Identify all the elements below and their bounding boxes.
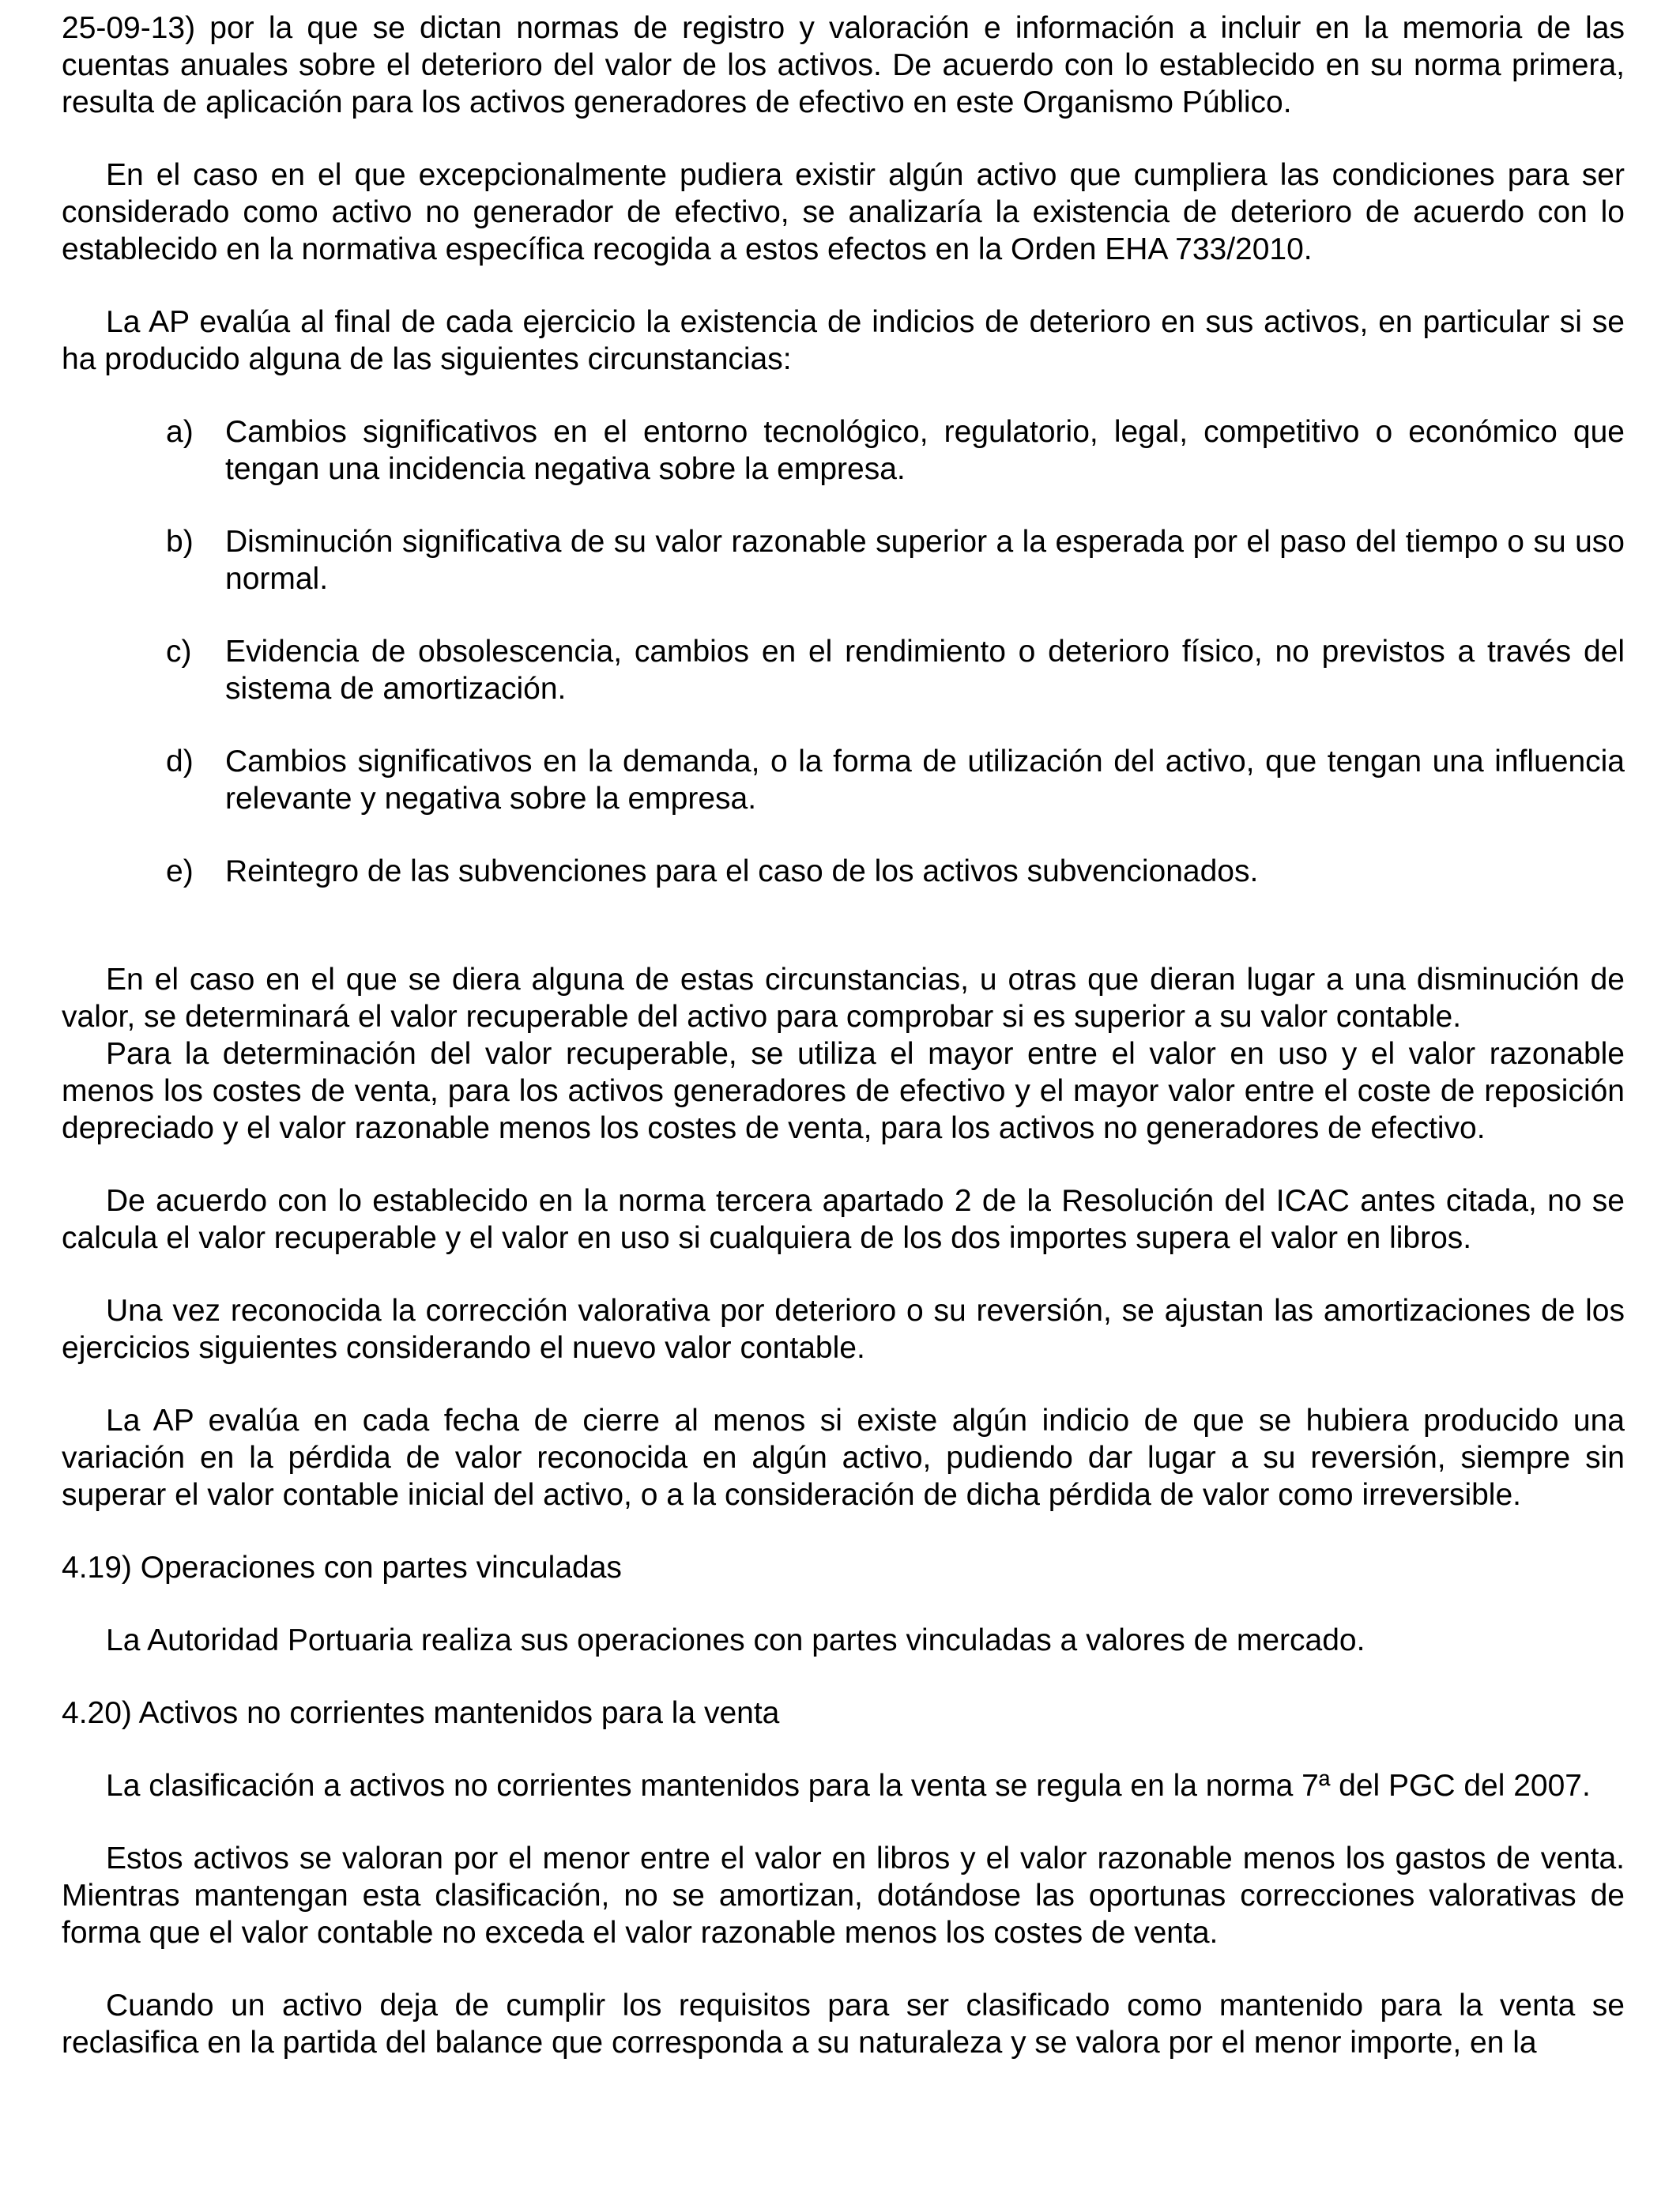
list-item-text: Cambios significativos en la demanda, o la forma de utilización del activo, que tengan una influencia relevante y negativa sobre la empresa. — [225, 745, 1625, 816]
paragraph-1: 25-09-13) por la que se dictan normas de registro y valoración e información a incluir en la memoria de las cuentas anuales sobre el deterioro del valor de los activos. De acuerdo con lo establecido en su norma primera, resulta de aplicación para los activos generadores de efectivo en este Organismo Público. — [62, 11, 1625, 119]
paragraph-5: Para la determinación del valor recuperable, se utiliza el mayor entre el valor en uso y el valor razonable menos los costes de venta, para los activos generadores de efectivo y el mayor valor entre el coste de reposición depreciado y el valor razonable menos los costes de venta, para los activos no generadores de efectivo. — [62, 1037, 1625, 1145]
list-marker: a) — [166, 415, 194, 449]
list-item — [62, 743, 1625, 817]
list-marker: d) — [166, 745, 194, 778]
list-item-text: Reintegro de las subvenciones para el caso de los activos subvencionados. — [225, 854, 1259, 888]
paragraph-8: La AP evalúa en cada fecha de cierre al menos si existe algún indicio de que se hubiera producido una variación en la pérdida de valor reconocida en algún activo, pudiendo dar lugar a su reversión, siempre sin superar el valor contable inicial del activo, o a la consideración de dicha pérdida de valor como irreversible. — [62, 1404, 1625, 1512]
list-item — [62, 633, 1625, 707]
list-item — [62, 853, 1625, 890]
list-marker: b) — [166, 525, 194, 559]
list-marker: e) — [166, 854, 194, 888]
list-item-text: Cambios significativos en el entorno tecnológico, regulatorio, legal, competitivo o económico que tengan una incidencia negativa sobre la empresa. — [225, 415, 1625, 486]
list-marker: c) — [166, 635, 192, 669]
paragraph-2: En el caso en el que excepcionalmente pudiera existir algún activo que cumpliera las condiciones para ser considerado como activo no generador de efectivo, se analizaría la existencia de deterioro de acuerdo con lo establecido en la normativa específica recogida a estos efectos en la Orden EHA 733/2010. — [62, 158, 1625, 266]
list-item — [62, 523, 1625, 598]
paragraph-10: La clasificación a activos no corrientes mantenidos para la venta se regula en la norma 7ª del PGC del 2007. — [106, 1769, 1591, 1803]
paragraph-4: En el caso en el que se diera alguna de estas circunstancias, u otras que dieran lugar a una disminución de valor, se determinará el valor recuperable del activo para comprobar si es superior a su valor contable. — [62, 963, 1625, 1034]
paragraph-11: Estos activos se valoran por el menor entre el valor en libros y el valor razonable menos los gastos de venta. Mientras mantengan esta clasificación, no se amortizan, dotándose las oportunas correcciones valorativas de forma que el valor contable no exceda el valor razonable menos los costes de venta. — [62, 1842, 1625, 1950]
list-item — [62, 413, 1625, 488]
list-item-text: Disminución significativa de su valor razonable superior a la esperada por el paso del tiempo o su uso normal. — [225, 525, 1625, 596]
circumstances-list — [62, 413, 1625, 890]
paragraph-6: De acuerdo con lo establecido en la norma tercera apartado 2 de la Resolución del ICAC antes citada, no se calcula el valor recuperable y el valor en uso si cualquiera de los dos importes supera el valor en libros. — [62, 1184, 1625, 1255]
list-item-text: Evidencia de obsolescencia, cambios en el rendimiento o deterioro físico, no previstos a través del sistema de amortización. — [225, 635, 1625, 706]
section-heading-4-20: 4.20) Activos no corrientes mantenidos para la venta — [62, 1696, 780, 1730]
paragraph-12: Cuando un activo deja de cumplir los requisitos para ser clasificado como mantenido para la venta se reclasifica en la partida del balance que corresponda a su naturaleza y se valora por el menor importe, en la — [62, 1989, 1625, 2060]
paragraph-3: La AP evalúa al final de cada ejercicio la existencia de indicios de deterioro en sus activos, en particular si se ha producido alguna de las siguientes circunstancias: — [62, 305, 1625, 376]
section-heading-4-19: 4.19) Operaciones con partes vinculadas — [62, 1551, 622, 1585]
paragraph-9: La Autoridad Portuaria realiza sus operaciones con partes vinculadas a valores de mercado. — [106, 1623, 1365, 1657]
paragraph-7: Una vez reconocida la corrección valorativa por deterioro o su reversión, se ajustan las amortizaciones de los ejercicios siguientes considerando el nuevo valor contable. — [62, 1294, 1625, 1365]
document-page — [62, 9, 1625, 2061]
